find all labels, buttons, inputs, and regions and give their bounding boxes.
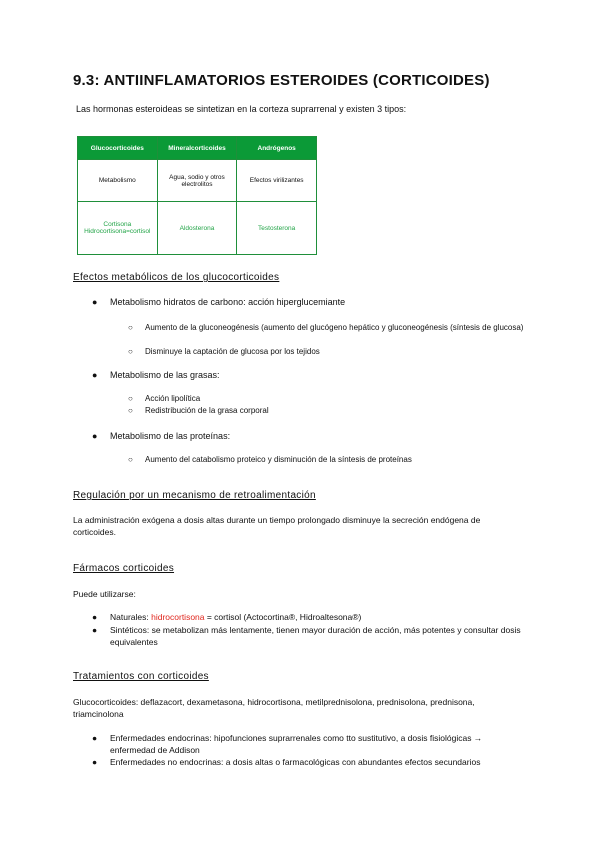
list-item	[128, 322, 538, 333]
intro-text: Las hormonas esteroideas se sintetizan en la corteza suprarrenal y existen 3 tipos:	[76, 104, 407, 114]
bullet-icon: ●	[92, 370, 98, 380]
list-item-text: Sintéticos: se metabolizan más lentamente, tienen mayor duración de acción, más potentes y consultar dosis equivalentes	[110, 625, 521, 647]
circle-bullet-icon: ○	[128, 394, 133, 403]
table-cell: Testosterona	[237, 202, 317, 255]
list-item-text: Metabolismo hidratos de carbono: acción hiperglucemiante	[110, 297, 346, 307]
circle-bullet-icon: ○	[128, 406, 133, 415]
list-item-text: Aumento del catabolismo proteico y disminución de la síntesis de proteínas	[145, 455, 412, 464]
list-item-text: Metabolismo de las grasas:	[110, 370, 220, 380]
section-heading-effects: Efectos metabólicos de los glucocorticoides	[73, 272, 280, 283]
list-item	[92, 296, 346, 308]
natural-label: Naturales:	[110, 612, 152, 622]
highlight-hydrocortisone: hidrocortisona	[151, 612, 205, 622]
table-cell: Metabolismo	[78, 160, 158, 202]
list-item-text: Aumento de la gluconeogénesis (aumento del glucógeno hepático y gluconeogénesis (síntesis de glucosa)	[145, 323, 524, 332]
section-heading-drugs: Fármacos corticoides	[73, 563, 175, 574]
list-item-text: Disminuye la captación de glucosa por los tejidos	[145, 347, 320, 356]
header-androgenos: Andrógenos	[237, 137, 317, 160]
table-cell: Efectos virilizantes	[237, 160, 317, 202]
list-item-text: Metabolismo de las proteínas:	[110, 431, 231, 441]
natural-rest: = cortisol (Actocortina®, Hidroaltesona®)	[204, 612, 362, 622]
list-item	[92, 611, 362, 623]
list-item	[92, 624, 521, 647]
table-cell: Aldosterona	[157, 202, 237, 255]
list-item	[128, 405, 269, 416]
regulation-text: La administración exógena a dosis altas durante un tiempo prolongado disminuye la secreción endógena de corticoides.	[73, 515, 481, 537]
circle-bullet-icon: ○	[128, 455, 133, 464]
bullet-icon: ●	[92, 625, 98, 635]
table-cell: Cortisona Hidrocortisona=cortisol	[78, 202, 158, 255]
list-item	[128, 346, 320, 357]
bullet-icon: ●	[92, 757, 98, 767]
list-item-text	[110, 611, 361, 623]
list-item	[92, 732, 483, 755]
list-item	[128, 454, 412, 465]
header-mineralcorticoides: Mineralcorticoides	[157, 137, 237, 160]
bullet-icon: ●	[92, 612, 98, 622]
list-item	[92, 369, 220, 381]
bullet-icon: ●	[92, 431, 98, 441]
list-item	[92, 430, 231, 442]
section-heading-treatments: Tratamientos con corticoides	[73, 671, 209, 682]
table-cell: Agua, sodio y otros electrolitos	[157, 160, 237, 202]
bullet-icon: ●	[92, 733, 98, 743]
hormone-types-table	[77, 136, 317, 255]
section-heading-regulation: Regulación por un mecanismo de retroalimentación	[73, 490, 316, 501]
circle-bullet-icon: ○	[128, 347, 133, 356]
circle-bullet-icon: ○	[128, 323, 133, 332]
list-item	[92, 756, 481, 768]
page-title: 9.3: ANTIINFLAMATORIOS ESTEROIDES (CORTICOIDES)	[73, 72, 490, 89]
list-item-text: Enfermedades endocrinas: hipofunciones suprarrenales como tto sustitutivo, a dosis fisiológicas → enfermedad de Addison	[110, 733, 483, 755]
list-item	[128, 393, 201, 404]
bullet-icon: ●	[92, 297, 98, 307]
header-glucocorticoides: Glucocorticoides	[78, 137, 158, 160]
list-item-text: Redistribución de la grasa corporal	[145, 406, 269, 415]
treatments-text: Glucocorticoides: deflazacort, dexametasona, hidrocortisona, metilprednisolona, prednisolona, prednisona, triamcinolona	[73, 697, 475, 719]
list-item-text: Acción lipolítica	[145, 394, 201, 403]
drugs-intro: Puede utilizarse:	[73, 589, 136, 599]
list-item-text: Enfermedades no endocrinas: a dosis altas o farmacológicas con abundantes efectos secundarios	[110, 757, 481, 767]
